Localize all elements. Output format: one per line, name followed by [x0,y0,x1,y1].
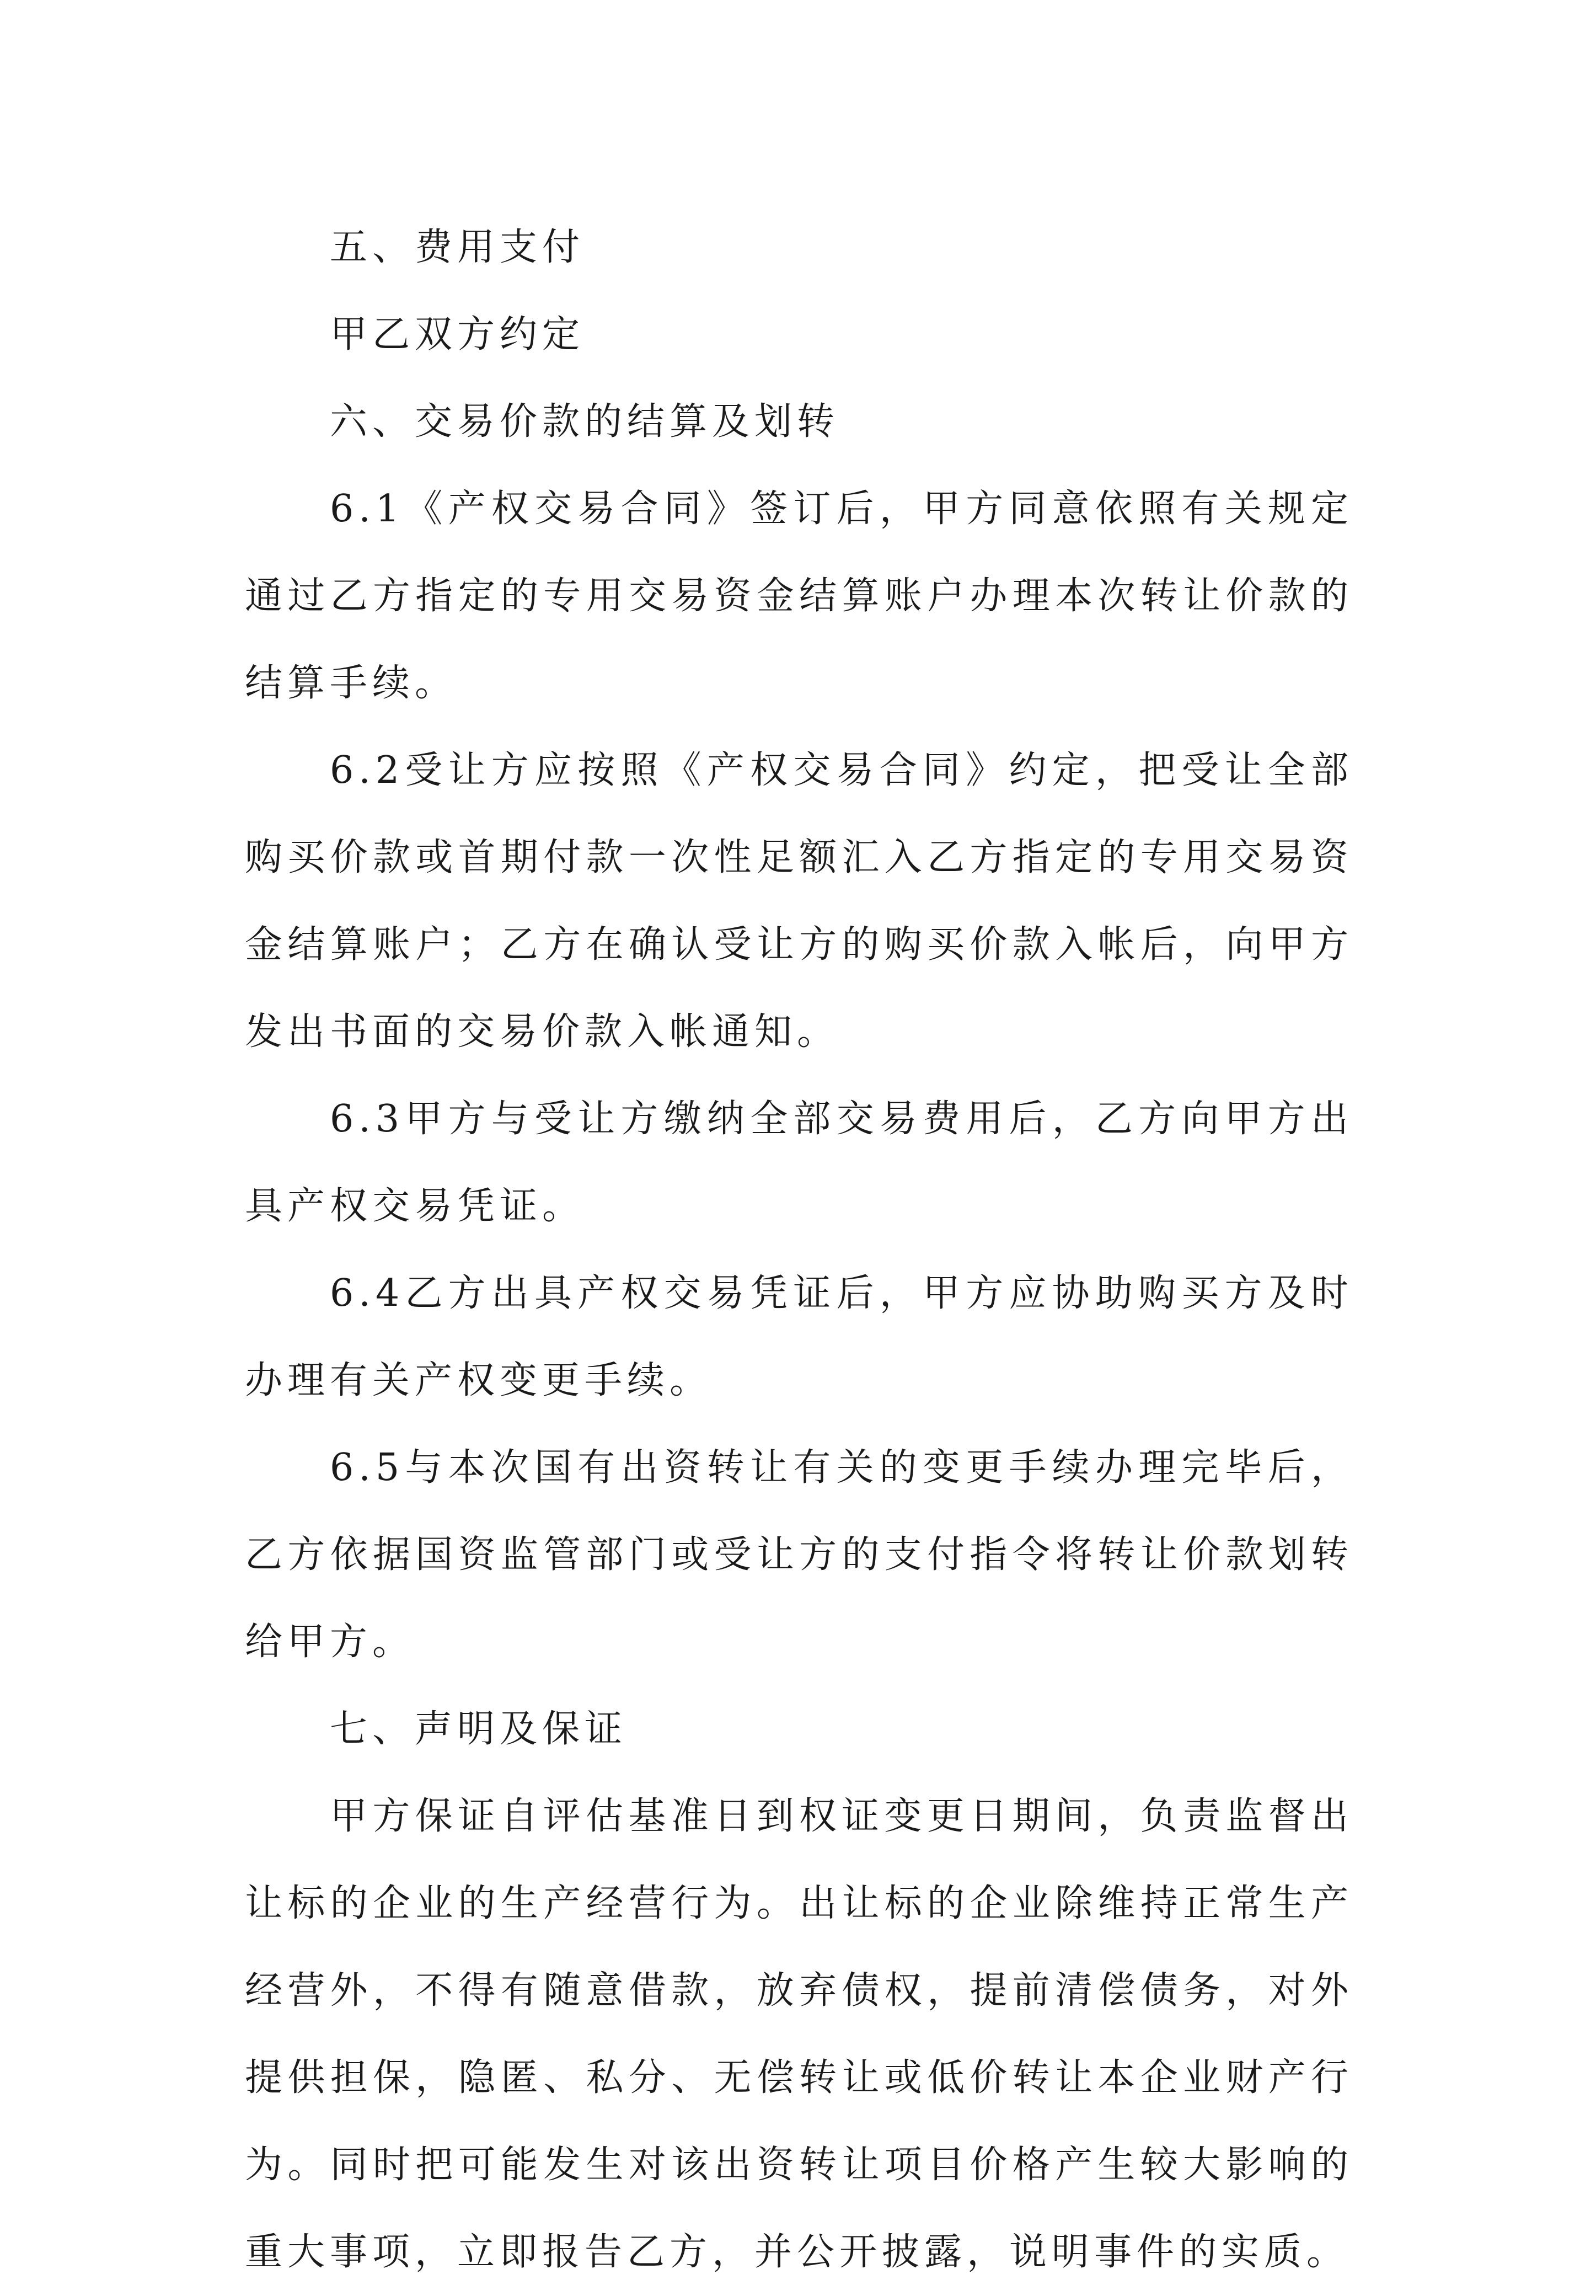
clause-6-5: 6.5与本次国有出资转让有关的变更手续办理完毕后，乙方依据国资监管部门或受让方的支付指令将转让价款划转给甲方。 [245,1446,1353,1664]
document-body [245,204,1353,2296]
section-heading-settlement: 六、交易价款的结算及划转 [330,400,840,444]
clause-6-4: 6.4乙方出具产权交易凭证后，甲方应协助购买方及时办理有关产权变更手续。 [245,1272,1353,1402]
clause-6-3: 6.3甲方与受让方缴纳全部交易费用后，乙方向甲方出具产权交易凭证。 [245,1097,1353,1228]
section-heading-fee-payment: 五、费用支付 [330,226,585,269]
clause-6-1: 6.1《产权交易合同》签订后，甲方同意依照有关规定通过乙方指定的专用交易资金结算账户办理本次转让价款的结算手续。 [245,487,1353,705]
clause-6-2: 6.2受让方应按照《产权交易合同》约定，把受让全部购买价款或首期付款一次性足额汇入乙方指定的专用交易资金结算账户；乙方在确认受让方的购买价款入帐后，向甲方发出书面的交易价款入帐通知。 [245,749,1353,1054]
section-heading-declarations: 七、声明及保证 [330,1707,628,1751]
paragraph-guarantee: 甲方保证自评估基准日到权证变更日期间，负责监督出让标的企业的生产经营行为。出让标的企业除维持正常生产经营外，不得有随意借款，放弃债权，提前清偿债务，对外提供担保，隐匿、私分、无偿转让或低价转让本企业财产行为。同时把可能发生对该出资转让项目价格产生较大影响的重大事项，立即报告乙方，并公开披露，说明事件的实质。 [245,1795,1353,2274]
paragraph-agreement: 甲乙双方约定 [330,313,585,356]
